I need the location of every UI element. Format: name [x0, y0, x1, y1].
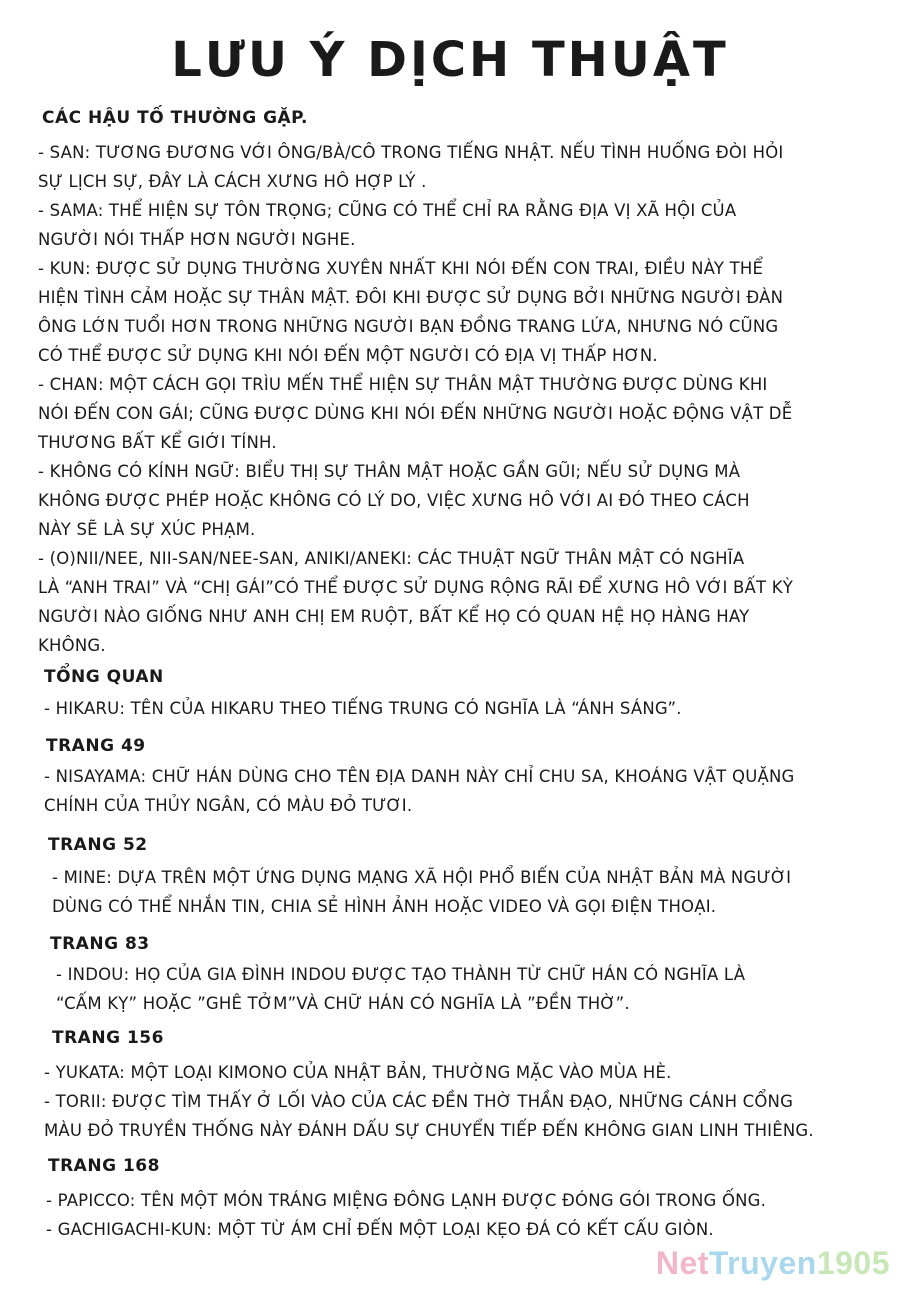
text-line: KHÔNG.: [38, 636, 106, 655]
text-line: - NISAYAMA: CHỮ HÁN DÙNG CHO TÊN ĐỊA DANH NÀY CHỈ CHU SA, KHOÁNG VẬT QUẶNG: [44, 767, 795, 786]
text-line: MÀU ĐỎ TRUYỀN THỐNG NÀY ĐÁNH DẤU SỰ CHUYỂN TIẾP ĐẾN KHÔNG GIAN LINH THIÊNG.: [44, 1121, 814, 1140]
text-line: NÓI ĐẾN CON GÁI; CŨNG ĐƯỢC DÙNG KHI NÓI ĐẾN NHỮNG NGƯỜI HOẶC ĐỘNG VẬT DỄ: [38, 404, 793, 423]
section-heading-page-49: TRANG 49: [46, 736, 146, 756]
site-watermark: [656, 1245, 890, 1282]
text-line: - CHAN: MỘT CÁCH GỌI TRÌU MẾN THỂ HIỆN SỰ THÂN MẬT THƯỜNG ĐƯỢC DÙNG KHI: [38, 375, 768, 394]
text-line: - PAPICCO: TÊN MỘT MÓN TRÁNG MIỆNG ĐÔNG LẠNH ĐƯỢC ĐÓNG GÓI TRONG ỐNG.: [46, 1191, 767, 1210]
section-heading-page-52: TRANG 52: [48, 835, 148, 855]
text-line: THƯƠNG BẤT KỂ GIỚI TÍNH.: [38, 433, 277, 452]
text-line: ÔNG LỚN TUỔI HƠN TRONG NHỮNG NGƯỜI BẠN ĐỒNG TRANG LỨA, NHƯNG NÓ CŨNG: [38, 317, 779, 336]
watermark-part-number: 1905: [816, 1245, 890, 1281]
text-line: NÀY SẼ LÀ SỰ XÚC PHẠM.: [38, 520, 256, 539]
section-heading-page-83: TRANG 83: [50, 934, 150, 954]
text-line: LÀ “ANH TRAI” VÀ “CHỊ GÁI”CÓ THỂ ĐƯỢC SỬ DỤNG RỘNG RÃI ĐỂ XƯNG HÔ VỚI BẤT KỲ: [38, 578, 794, 597]
text-line: - SAMA: THỂ HIỆN SỰ TÔN TRỌNG; CŨNG CÓ THỂ CHỈ RA RẰNG ĐỊA VỊ XÃ HỘI CỦA: [38, 201, 737, 220]
section-heading-page-168: TRANG 168: [48, 1156, 160, 1176]
watermark-part-truyen: Truyen: [708, 1245, 817, 1281]
text-line: - YUKATA: MỘT LOẠI KIMONO CỦA NHẬT BẢN, THƯỜNG MẶC VÀO MÙA HÈ.: [44, 1063, 672, 1082]
text-line: SỰ LỊCH SỰ, ĐÂY LÀ CÁCH XƯNG HÔ HỢP LÝ .: [38, 172, 427, 191]
text-line: - (O)NII/NEE, NII-SAN/NEE-SAN, ANIKI/ANEKI: CÁC THUẬT NGỮ THÂN MẬT CÓ NGHĨA: [38, 549, 745, 568]
section-heading-suffixes: CÁC HẬU TỐ THƯỜNG GẶP.: [42, 108, 308, 128]
text-line: - GACHIGACHI-KUN: MỘT TỪ ÁM CHỈ ĐẾN MỘT LOẠI KẸO ĐÁ CÓ KẾT CẤU GIÒN.: [46, 1220, 714, 1239]
text-line: DÙNG CÓ THỂ NHẮN TIN, CHIA SẺ HÌNH ẢNH HOẶC VIDEO VÀ GỌI ĐIỆN THOẠI.: [52, 897, 717, 916]
section-heading-overview: TỔNG QUAN: [44, 667, 164, 687]
text-line: “CẤM KỴ” HOẶC ”GHÊ TỞM”VÀ CHỮ HÁN CÓ NGHĨA LÀ ”ĐỀN THỜ”.: [56, 994, 630, 1013]
text-line: NGƯỜI NÀO GIỐNG NHƯ ANH CHỊ EM RUỘT, BẤT KỂ HỌ CÓ QUAN HỆ HỌ HÀNG HAY: [38, 607, 750, 626]
page-title: LƯU Ý DỊCH THUẬT: [171, 32, 729, 88]
watermark-part-net: Net: [655, 1245, 709, 1281]
text-line: - KHÔNG CÓ KÍNH NGỮ: BIỂU THỊ SỰ THÂN MẬT HOẶC GẦN GŨI; NẾU SỬ DỤNG MÀ: [38, 462, 741, 481]
text-line: - HIKARU: TÊN CỦA HIKARU THEO TIẾNG TRUNG CÓ NGHĨA LÀ “ÁNH SÁNG”.: [44, 699, 682, 718]
text-line: CÓ THỂ ĐƯỢC SỬ DỤNG KHI NÓI ĐẾN MỘT NGƯỜI CÓ ĐỊA VỊ THẤP HƠN.: [38, 346, 658, 365]
text-line: - SAN: TƯƠNG ĐƯƠNG VỚI ÔNG/BÀ/CÔ TRONG TIẾNG NHẬT. NẾU TÌNH HUỐNG ĐÒI HỎI: [38, 143, 784, 162]
text-line: CHÍNH CỦA THỦY NGÂN, CÓ MÀU ĐỎ TƯƠI.: [44, 796, 413, 815]
text-line: HIỆN TÌNH CẢM HOẶC SỰ THÂN MẬT. ĐÔI KHI ĐƯỢC SỬ DỤNG BỞI NHỮNG NGƯỜI ĐÀN: [38, 288, 784, 307]
text-line: NGƯỜI NÓI THẤP HƠN NGƯỜI NGHE.: [38, 230, 356, 249]
text-line: - MINE: DỰA TRÊN MỘT ỨNG DỤNG MẠNG XÃ HỘI PHỔ BIẾN CỦA NHẬT BẢN MÀ NGƯỜI: [52, 868, 792, 887]
text-line: - KUN: ĐƯỢC SỬ DỤNG THƯỜNG XUYÊN NHẤT KHI NÓI ĐẾN CON TRAI, ĐIỀU NÀY THỂ: [38, 259, 764, 278]
text-line: KHÔNG ĐƯỢC PHÉP HOẶC KHÔNG CÓ LÝ DO, VIỆC XƯNG HÔ VỚI AI ĐÓ THEO CÁCH: [38, 491, 750, 510]
text-line: - TORII: ĐƯỢC TÌM THẤY Ở LỐI VÀO CỦA CÁC ĐỀN THỜ THẦN ĐẠO, NHỮNG CÁNH CỔNG: [44, 1092, 794, 1111]
text-line: - INDOU: HỌ CỦA GIA ĐÌNH INDOU ĐƯỢC TẠO THÀNH TỪ CHỮ HÁN CÓ NGHĨA LÀ: [56, 965, 746, 984]
section-heading-page-156: TRANG 156: [52, 1028, 164, 1048]
